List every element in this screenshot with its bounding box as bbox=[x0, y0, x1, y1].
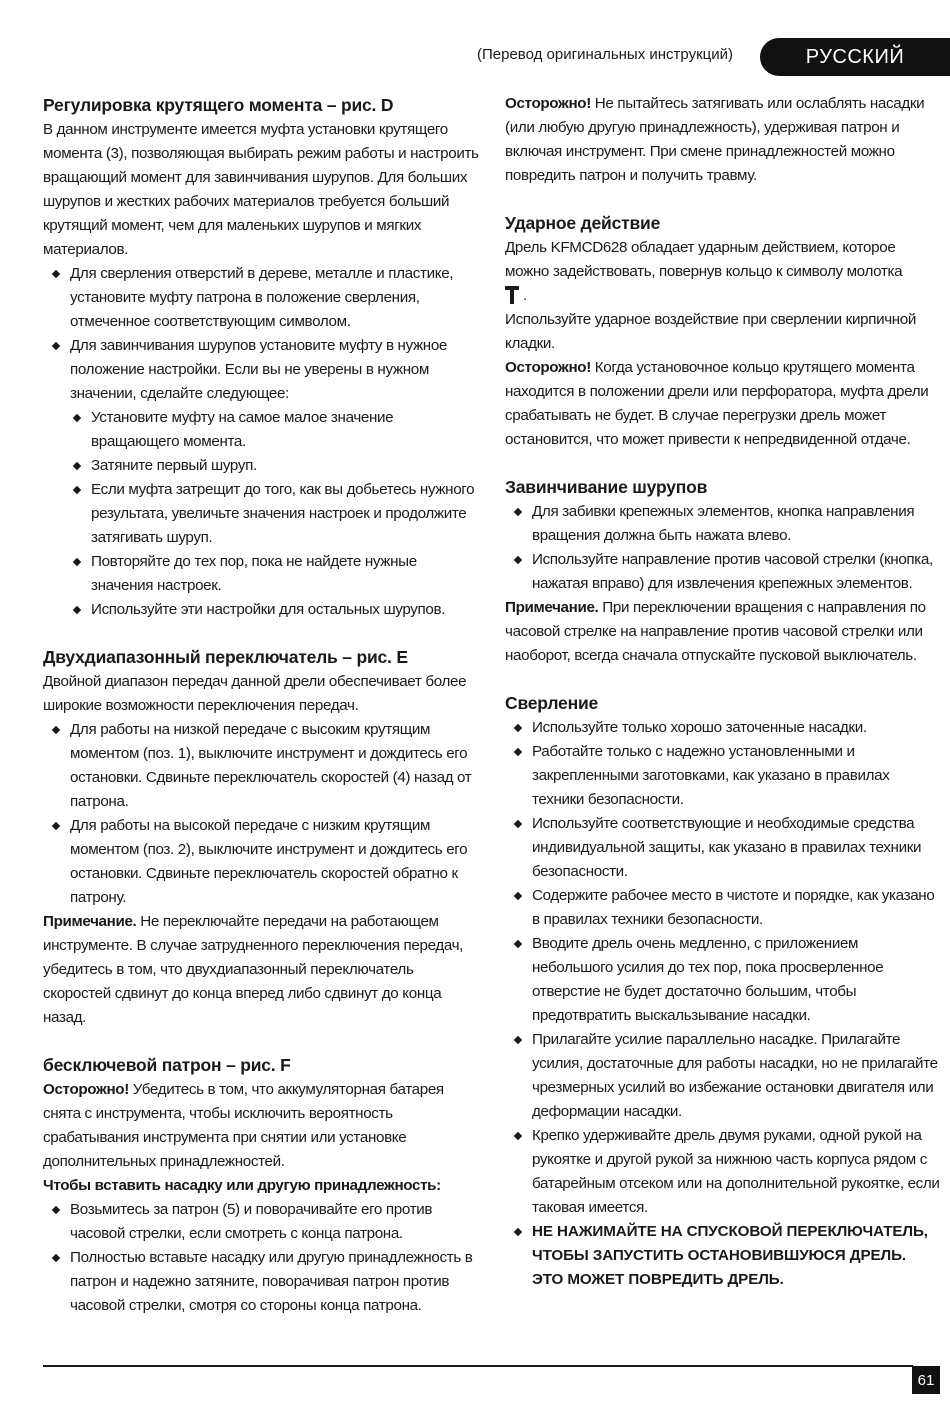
paragraph-text: Дрель KFMCD628 обладает ударным действием, которое можно задействовать, повернув кольцо к символу молотка bbox=[505, 239, 903, 280]
note-label: Примечание. bbox=[505, 599, 599, 616]
note-paragraph bbox=[43, 910, 480, 1030]
section-title-screwdriving: Завинчивание шурупов bbox=[505, 477, 708, 497]
list-item-warning: НЕ НАЖИМАЙТЕ НА СПУСКОВОЙ ПЕРЕКЛЮЧАТЕЛЬ, ЧТОБЫ ЗАПУСТИТЬ ОСТАНОВИВШУЮСЯ ДРЕЛЬ. ЭТО МОЖЕТ ПОВРЕДИТЬ ДРЕЛЬ. bbox=[505, 1220, 940, 1292]
warning-paragraph bbox=[43, 1078, 480, 1174]
note-paragraph bbox=[505, 596, 940, 668]
section-title-keyless-chuck: бесключевой патрон – рис. F bbox=[43, 1055, 291, 1075]
left-column bbox=[43, 92, 480, 1318]
bullet-list bbox=[43, 718, 480, 910]
list-item: Для забивки крепежных элементов, кнопка направления вращения должна быть нажата влево. bbox=[505, 500, 940, 548]
paragraph: Используйте ударное воздействие при сверлении кирпичной кладки. bbox=[505, 311, 917, 352]
warning-text: Когда установочное кольцо крутящего момента находится в положении дрели или перфоратора, муфта дрели срабатывать не будет. В случае перегрузки дрель может остановится, что может привести к непредвиденной отдаче. bbox=[505, 359, 929, 448]
list-item: Затяните первый шуруп. bbox=[43, 454, 480, 478]
list-item: Используйте эти настройки для остальных шурупов. bbox=[43, 598, 480, 622]
header-caption: (Перевод оригинальных инструкций) bbox=[477, 46, 733, 63]
list-item: Повторяйте до тех пор, пока не найдете нужные значения настроек. bbox=[43, 550, 480, 598]
paragraph: Двойной диапазон передач данной дрели обеспечивает более широкие возможности переключения передач. bbox=[43, 673, 467, 714]
language-badge: РУССКИЙ bbox=[760, 38, 950, 76]
page-number: 61 bbox=[912, 1366, 940, 1394]
bullet-list bbox=[43, 1198, 480, 1318]
paragraph bbox=[505, 236, 940, 308]
sub-bullet-list bbox=[43, 406, 480, 622]
warning-label: Осторожно! bbox=[505, 95, 591, 112]
list-item: Для работы на высокой передаче с низким крутящим моментом (поз. 2), выключите инструмент и дождитесь его остановки. Сдвиньте переключатель скоростей обратно к патрону. bbox=[43, 814, 480, 910]
paragraph: В данном инструменте имеется муфта установки крутящего момента (3), позволяющая выбирать режим работы и настроить вращающий момент для завинчивания шурупов. Для больших шурупов и жестких рабочих материалов требуется больший крутящий момент, чем для маленьких шурупов и мягких материалов. bbox=[43, 121, 479, 258]
warning-label: Осторожно! bbox=[505, 359, 591, 376]
list-item: Установите муфту на самое малое значение вращающего момента. bbox=[43, 406, 480, 454]
bullet-list bbox=[505, 716, 940, 1292]
list-item: Для работы на низкой передаче с высоким крутящим моментом (поз. 1), выключите инструмент и дождитесь его остановки. Сдвиньте переключатель скоростей (4) назад от патрона. bbox=[43, 718, 480, 814]
bullet-list bbox=[505, 500, 940, 596]
right-column bbox=[505, 92, 940, 1292]
list-item: Используйте направление против часовой стрелки (кнопка, нажатая вправо) для извлечения крепежных элементов. bbox=[505, 548, 940, 596]
list-item: Для сверления отверстий в дереве, металле и пластике, установите муфту патрона в положение сверления, отмеченное соответствующим символом. bbox=[43, 262, 480, 334]
bullet-list bbox=[43, 262, 480, 406]
list-item: Содержите рабочее место в чистоте и порядке, как указано в правилах техники безопасности. bbox=[505, 884, 940, 932]
list-item: Используйте только хорошо заточенные насадки. bbox=[505, 716, 940, 740]
footer-rule bbox=[43, 1365, 913, 1367]
list-item: Вводите дрель очень медленно, с приложением небольшого усилия до тех пор, пока просверленное отверстие не будет достаточно большим, чтобы предотвратить выскальзывание насадки. bbox=[505, 932, 940, 1028]
list-item: Если муфта затрещит до того, как вы добьетесь нужного результата, увеличьте значения настроек и продолжите затягивать шуруп. bbox=[43, 478, 480, 550]
section-title-torque: Регулировка крутящего момента – рис. D bbox=[43, 95, 394, 115]
list-item: Работайте только с надежно установленными и закрепленными заготовками, как указано в правилах техники безопасности. bbox=[505, 740, 940, 812]
list-item: Прилагайте усилие параллельно насадке. Прилагайте усилия, достаточные для работы насадки, но не прилагайте чрезмерных усилий во избежание остановки двигателя или деформации насадки. bbox=[505, 1028, 940, 1124]
list-item: Используйте соответствующие и необходимые средства индивидуальной защиты, как указано в правилах техники безопасности. bbox=[505, 812, 940, 884]
note-label: Примечание. bbox=[43, 913, 137, 930]
note-text: Не переключайте передачи на работающем инструменте. В случае затрудненного переключения передач, убедитесь в том, что двухдиапазонный переключатель скоростей сдвинут до конца вперед либо сдвинут до конца назад. bbox=[43, 913, 464, 1026]
warning-label: Осторожно! bbox=[43, 1081, 129, 1098]
section-title-dual-range: Двухдиапазонный переключатель – рис. E bbox=[43, 647, 408, 667]
warning-paragraph bbox=[505, 92, 940, 188]
subheading: Чтобы вставить насадку или другую принадлежность: bbox=[43, 1177, 441, 1194]
warning-text: Убедитесь в том, что аккумуляторная батарея снята с инструмента, чтобы исключить вероятность срабатывания инструмента при снятии или установке дополнительных принадлежностей. bbox=[43, 1081, 444, 1170]
list-item: Для завинчивания шурупов установите муфту в нужное положение настройки. Если вы не уверены в нужном значении, сделайте следующее: bbox=[43, 334, 480, 406]
list-item: Полностью вставьте насадку или другую принадлежность в патрон и надежно затяните, поворачивая патрон против часовой стрелки, смотря со стороны конца патрона. bbox=[43, 1246, 480, 1318]
hammer-icon bbox=[505, 286, 519, 304]
section-title-hammer-action: Ударное действие bbox=[505, 213, 661, 233]
warning-paragraph bbox=[505, 356, 940, 452]
paragraph-end: . bbox=[523, 287, 527, 304]
note-text: При переключении вращения с направления по часовой стрелке на направление против часовой стрелки или наоборот, всегда сначала отпускайте пусковой выключатель. bbox=[505, 599, 926, 664]
warning-text: Не пытайтесь затягивать или ослаблять насадки (или любую другую принадлежность), удерживая патрон и включая инструмент. При смене принадлежностей можно повредить патрон и получить травму. bbox=[505, 95, 925, 184]
list-item: Крепко удерживайте дрель двумя руками, одной рукой на рукоятке и другой рукой за нижнюю часть корпуса рядом с батарейным отсеком или на дополнительной рукоятке, если таковая имеется. bbox=[505, 1124, 940, 1220]
list-item: Возьмитесь за патрон (5) и поворачивайте его против часовой стрелки, если смотреть с конца патрона. bbox=[43, 1198, 480, 1246]
section-title-drilling: Сверление bbox=[505, 693, 599, 713]
